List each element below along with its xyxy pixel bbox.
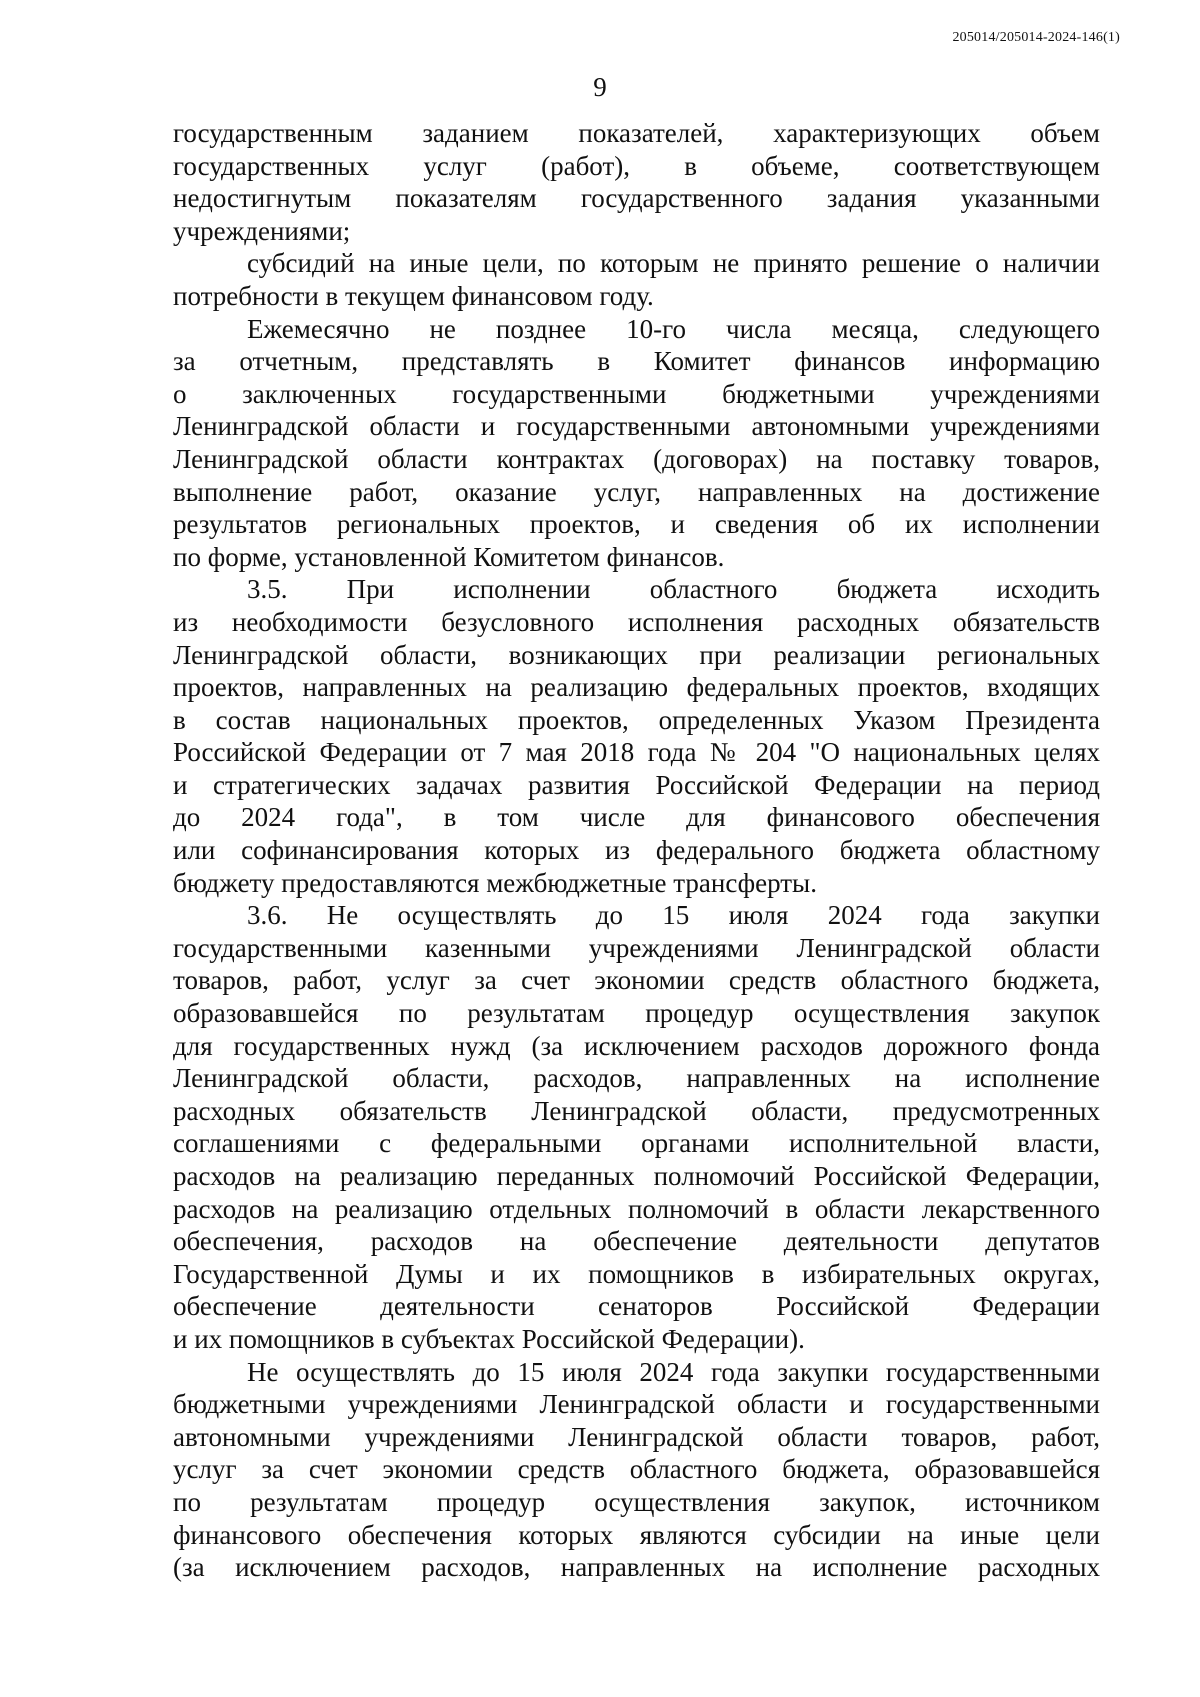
text-line: потребности в текущем финансовом году. <box>173 280 654 311</box>
text-line: Ленинградской области и государственными автономными учреждениями <box>173 411 1100 442</box>
text-line: по результатам процедур осуществления закупок, источником <box>173 1486 1100 1517</box>
text-line: недостигнутым показателям государственного задания указанными <box>173 183 1100 214</box>
text-line: расходов на реализацию отдельных полномочий в области лекарственного <box>173 1193 1100 1224</box>
text-line: о заключенных государственными бюджетными учреждениями <box>173 378 1100 409</box>
text-line: Российской Федерации от 7 мая 2018 года № 204 "О национальных целях <box>173 737 1100 768</box>
page-number: 9 <box>593 72 607 102</box>
document-id: 205014/205014-2024-146(1) <box>952 30 1120 45</box>
text-line: или софинансирования которых из федерального бюджета областному <box>173 835 1100 866</box>
text-line: Государственной Думы и их помощников в избирательных округах, <box>173 1258 1100 1289</box>
text-line: проектов, направленных на реализацию федеральных проектов, входящих <box>173 672 1100 703</box>
text-line: учреждениями; <box>173 215 351 246</box>
text-line: бюджету предоставляются межбюджетные трансферты. <box>173 867 817 898</box>
text-line: обеспечение деятельности сенаторов Российской Федерации <box>173 1291 1100 1322</box>
text-line: услуг за счет экономии средств областного бюджета, образовавшейся <box>173 1454 1100 1485</box>
text-line: государственным заданием показателей, характеризующих объем <box>173 118 1100 148</box>
text-line: Ленинградской области, расходов, направленных на исполнение <box>173 1063 1100 1094</box>
text-line: для государственных нужд (за исключением расходов дорожного фонда <box>173 1030 1100 1061</box>
text-line: бюджетными учреждениями Ленинградской области и государственными <box>173 1389 1100 1420</box>
text-line: до 2024 года", в том числе для финансового обеспечения <box>173 802 1100 833</box>
text-line: субсидий на иные цели, по которым не принято решение о наличии <box>247 248 1100 279</box>
text-line: финансового обеспечения которых являются субсидии на иные цели <box>173 1519 1100 1550</box>
text-line: и стратегических задачах развития Российской Федерации на период <box>173 769 1100 800</box>
text-line: расходов на реализацию переданных полномочий Российской Федерации, <box>173 1161 1100 1191</box>
text-line: автономными учреждениями Ленинградской области товаров, работ, <box>173 1421 1100 1452</box>
text-line: государственных услуг (работ), в объеме, соответствующем <box>173 150 1100 181</box>
text-line: выполнение работ, оказание услуг, направленных на достижение <box>173 476 1100 507</box>
text-line: обеспечения, расходов на обеспечение деятельности депутатов <box>173 1226 1100 1257</box>
text-line: государственными казенными учреждениями Ленинградской области <box>173 932 1100 963</box>
document-body <box>173 117 1100 1584</box>
text-line: Ленинградской области контрактах (договорах) на поставку товаров, <box>173 443 1100 474</box>
text-line: Не осуществлять до 15 июля 2024 года закупки государственными <box>247 1356 1100 1387</box>
text-line: Ленинградской области, возникающих при реализации региональных <box>173 639 1100 670</box>
text-line: результатов региональных проектов, и сведения об их исполнении <box>173 509 1100 540</box>
text-line: 3.5. При исполнении областного бюджета исходить <box>247 574 1100 605</box>
text-line: 3.6. Не осуществлять до 15 июля 2024 года закупки <box>247 900 1100 931</box>
text-line: в состав национальных проектов, определенных Указом Президента <box>173 704 1100 735</box>
text-line: по форме, установленной Комитетом финансов. <box>173 541 725 572</box>
text-line: Ежемесячно не позднее 10-го числа месяца, следующего <box>247 313 1100 344</box>
text-line: и их помощников в субъектах Российской Федерации). <box>173 1323 805 1354</box>
text-line: (за исключением расходов, направленных на исполнение расходных <box>173 1552 1100 1583</box>
text-line: образовавшейся по результатам процедур осуществления закупок <box>173 998 1100 1029</box>
text-line: товаров, работ, услуг за счет экономии средств областного бюджета, <box>173 965 1100 996</box>
text-line: за отчетным, представлять в Комитет финансов информацию <box>173 346 1100 377</box>
text-line: из необходимости безусловного исполнения расходных обязательств <box>173 606 1100 637</box>
text-line: расходных обязательств Ленинградской области, предусмотренных <box>173 1095 1100 1126</box>
text-line: соглашениями с федеральными органами исполнительной власти, <box>173 1128 1100 1159</box>
